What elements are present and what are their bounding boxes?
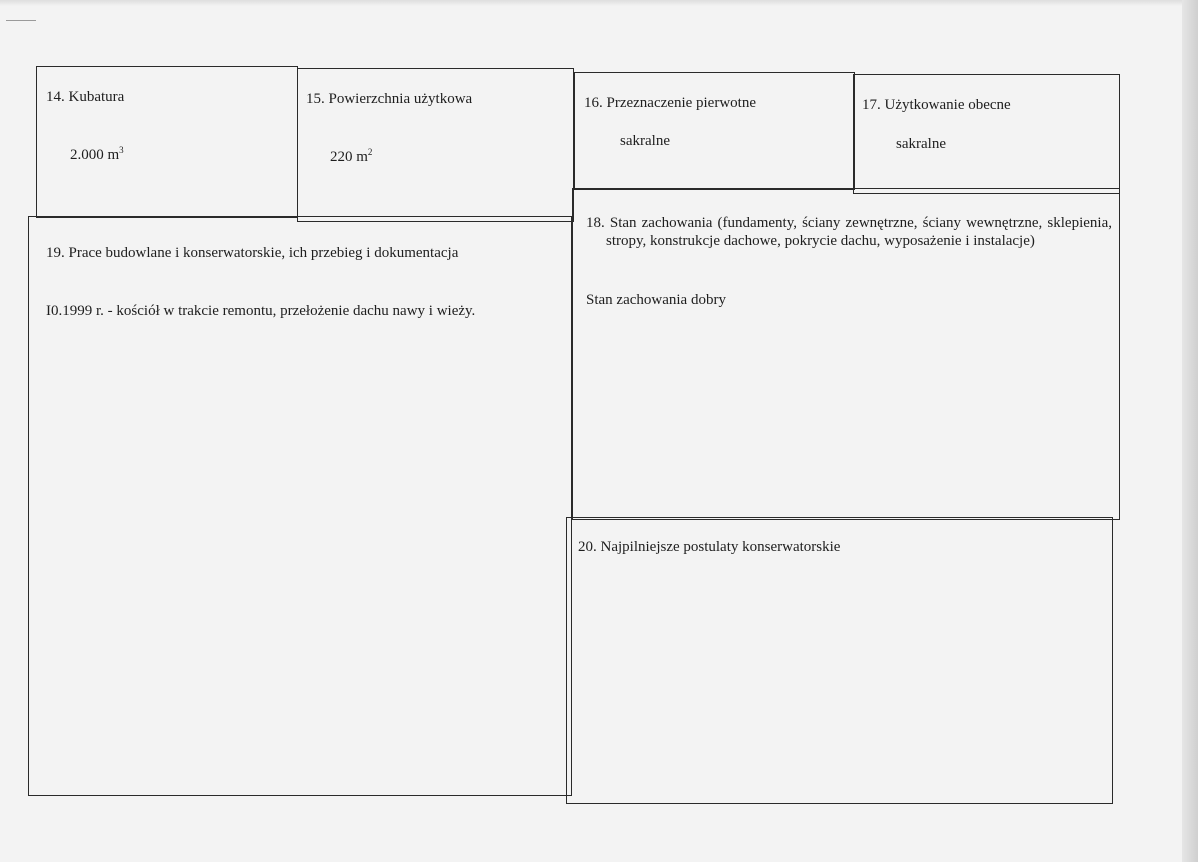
field-17-label: 17. Użytkowanie obecne [862,97,1011,113]
field-14-value-unit-exponent: 3 [119,145,124,155]
scan-edge-top [0,0,1198,6]
field-20-label: 20. Najpilniejsze postulaty konserwatorskie [578,539,841,555]
field-20-postulaty [566,517,1113,804]
scan-edge-right [1182,0,1198,862]
field-18-value: Stan zachowania dobry [586,292,726,308]
field-14-label: 14. Kubatura [46,89,125,105]
field-19-value: I0.1999 r. - kościół w trakcie remontu, przełożenie dachu nawy i wieży. [46,303,476,319]
field-19-label: 19. Prace budowlane i konserwatorskie, ich przebieg i dokumentacja [46,245,459,261]
field-15-label: 15. Powierzchnia użytkowa [306,91,473,107]
field-18-label: 18. Stan zachowania (fundamenty, ściany zewnętrzne, ściany wewnętrzne, sklepienia, stropy, konstrukcje dachowe, pokrycie dachu, wyposażenie i instalacje) [586,215,1112,249]
field-15-value [330,148,372,166]
field-14-value [70,146,124,164]
field-14-value-number: 2.000 m [70,147,120,163]
field-16-value: sakralne [620,133,670,149]
field-17-uzytkowanie [853,74,1120,194]
field-15-value-number: 220 m [330,149,368,165]
field-16-przeznaczenie [574,72,855,190]
field-17-value: sakralne [896,136,946,152]
field-15-value-unit-exponent: 2 [367,147,373,157]
margin-mark [6,20,36,21]
field-16-label: 16. Przeznaczenie pierwotne [584,95,756,111]
